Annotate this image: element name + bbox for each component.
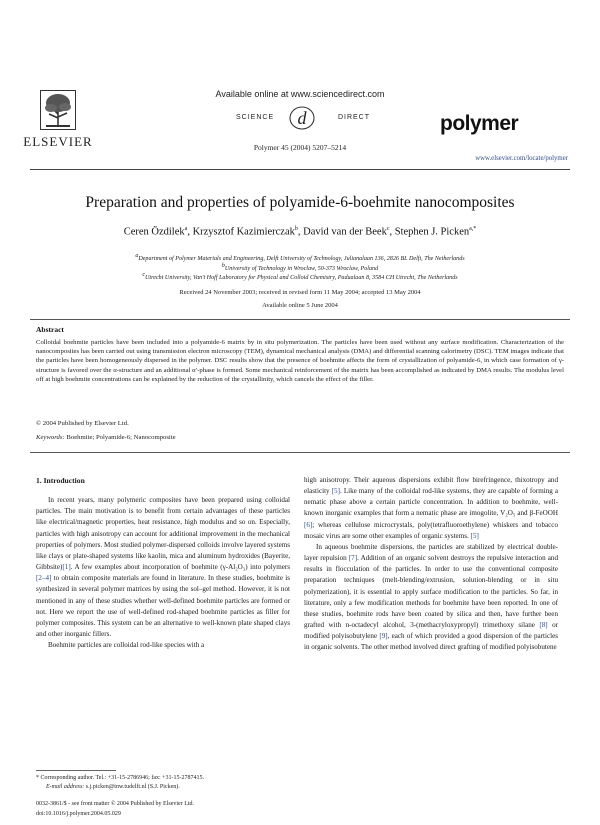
publisher-name: ELSEVIER: [23, 134, 93, 149]
paragraph: Boehmite particles are colloidal rod-like species with a: [48, 641, 205, 650]
author-name: Ceren Özdilek: [123, 226, 185, 238]
article-dates: Received 24 November 2003; received in revised form 11 May 2004; accepted 13 May 2004: [179, 289, 421, 296]
journal-citation: Polymer 45 (2004) 5207–5214: [253, 143, 347, 152]
keywords-value: Boehmite; Polyamide-6; Nanocomposite: [66, 434, 176, 441]
affiliation: $^c$Utrecht University, Van't Hoff Laboratory for Physical and Colloid Chemistry, Padualaan 8, 3584 CH Utrecht, The Netherlands: [142, 272, 458, 282]
paragraph: high anisotropy. Their aqueous dispersions exhibit flow birefringence, thixotropy and elasticity [5]. Like many of the colloidal rod-like systems, they are capable of forming a nematic phase above a certain particle concentration. In addition to boehmite, well-known inorganic examples that form a nematic phase are imogolite, V₂O₅ and β-FeOOH [6]; whereas cellulose microcrystals, poly(tetrafluoroethylene) whiskers and tobacco mosaic virus are some other examples of organic systems. [5]: [304, 476, 558, 540]
citation-link[interactable]: [1]: [62, 563, 71, 572]
elsevier-logo: [18, 90, 98, 152]
keywords-line: [36, 434, 176, 441]
email-note: E-mail address: s.j.picken@tnw.tudelft.nl (S.J. Picken).: [46, 784, 180, 790]
sciencedirect-logo: SCIENCE d DIRECT: [232, 105, 372, 131]
citation-link[interactable]: [7]: [348, 554, 358, 563]
svg-text:d: d: [297, 108, 307, 128]
divider: [30, 452, 570, 453]
article-title: Preparation and properties of polyamide-6-boehmite nanocomposites: [85, 194, 515, 211]
sciencedirect-mark-icon: [288, 105, 316, 131]
section-heading: 1. Introduction: [36, 476, 85, 485]
citation-link[interactable]: [2–4]: [36, 574, 52, 583]
citation-link[interactable]: [6]: [304, 520, 313, 529]
citation-link[interactable]: [9]: [379, 632, 388, 641]
author-name: Stephen J. Picken: [394, 226, 470, 238]
author-name: Krzysztof Kazimierczak: [192, 226, 295, 238]
journal-url-link[interactable]: www.elsevier.com/locate/polymer: [475, 155, 568, 162]
citation-link[interactable]: [5]: [470, 531, 479, 540]
divider: [30, 319, 570, 320]
email-link[interactable]: s.j.picken@tnw.tudelft.nl (S.J. Picken).: [85, 784, 180, 790]
author-list: Ceren Özdilek$^a$, Krzysztof Kazimierczak$^b$, David van der Beek$^c$, Stephen J. Picken$^{a,*}$: [123, 226, 477, 238]
paragraph: In recent years, many polymeric composites have been prepared using colloidal particles. The main motivation is to benefit from certain advantages of these particles like electrical/magnetic properties, heat resistance, high modulus and so on. Especially, particles with high anisotropy can account for additional improvement in the mechanical properties of polymers. Most studied polymer-dispersed colloids involve layered systems like clays or plate-shaped systems like kaolin, mica and aluminum hydroxides (Bayerite, Gibbsite)[1]. A few examples about incorporation of boehmite (γ-Al₂O₃) into polymers [2–4] to obtain composite materials are found in literature. In these studies, boehmite is synthesized in several polymer matrices by using the sol–gel method. However, it is not mentioned in any of these studies whether well-defined boehmite particles are formed or not. Here we report the use of well-defined rod-shaped boehmite particles as filler for polymer composites. This system can be an alternative to well-known plate shaped clays and other inorganic fillers.: [36, 496, 290, 639]
abstract-heading: Abstract: [36, 325, 64, 334]
journal-logo: polymer: [440, 112, 519, 135]
citation-link[interactable]: [5]: [331, 487, 340, 496]
journal-header: [0, 0, 600, 172]
author-name: David van der Beek: [303, 226, 387, 238]
header-divider: [30, 169, 570, 170]
online-date: Available online 5 June 2004: [262, 302, 338, 309]
doi-line[interactable]: doi:10.1016/j.polymer.2004.05.029: [36, 811, 121, 817]
available-online-text: Available online at www.sciencedirect.com: [215, 89, 385, 99]
copyright-line: © 2004 Published by Elsevier Ltd.: [36, 420, 129, 427]
affiliation: $^b$University of Technology in Wroclaw, 50-373 Wroclaw, Poland: [221, 263, 379, 273]
issn-line: 0032-3861/$ - see front matter © 2004 Published by Elsevier Ltd.: [36, 801, 195, 807]
elsevier-tree-icon: [40, 90, 76, 130]
right-column: [304, 475, 558, 654]
corresponding-author-note: * Corresponding author. Tel.: +31-15-2786946; fax: +31-15-2787415.: [36, 775, 205, 781]
paragraph: In aqueous boehmite dispersions, the particles are stabilized by electrical double-layer repulsion [7]. Addition of an organic solvent destroys the repulsive interaction and results in flocculation of the particles. In order to use the conventional composite preparation techniques (melt-blending/extrusion, solution-blending or in situ polymerization), it is essential to apply surface modification to the particles. So far, in literature, only a few modification methods for boehmite have been reported. In one of these studies, boehmite rods have been coated by silica and then, have further been grafted with n-octadecyl alcohol, 3-(methacryloxypropyl) trimethoxy silane [8] or modified polyisobutylene [9], each of which provided a good dispersion of the particles in organic solvents. The other method involved direct grafting of modified polyisobutene: [304, 542, 558, 652]
abstract-text: Colloidal boehmite particles have been included into a polyamide-6 matrix by in situ polymerization. The particles have been used without any surface modification. Characterization of the nanocomposites has been carried out using transmission electron microscopy (TEM), dynamical mechanical analysis (DMA) and differential scanning calorimetry (DSC). TEM images indicate that the particles have been homogeneously dispersed in the polymer. DSC results show that the presence of boehmite affects the form of crystallization of polyamide-6, in which case formation of γ-structure is favored over the α-structure and an additional α′-phase is formed. Some mechanical reinforcement of the matrix has been accomplished as indicated by DMA results. The modulus level off at high boehmite concentrations can be explained by the reduction of the crystallinity, which cancels the effect of the filler.: [36, 339, 564, 383]
affiliation: $^a$Department of Polymer Materials and Engineering, Delft University of Technology, Julianalaan 136, 2826 BL Delft, The Netherlands: [135, 253, 465, 263]
citation-link[interactable]: [8]: [539, 621, 548, 630]
footnote-divider: [36, 770, 116, 771]
left-column: [36, 475, 290, 651]
keywords-label: Keywords:: [36, 434, 65, 441]
